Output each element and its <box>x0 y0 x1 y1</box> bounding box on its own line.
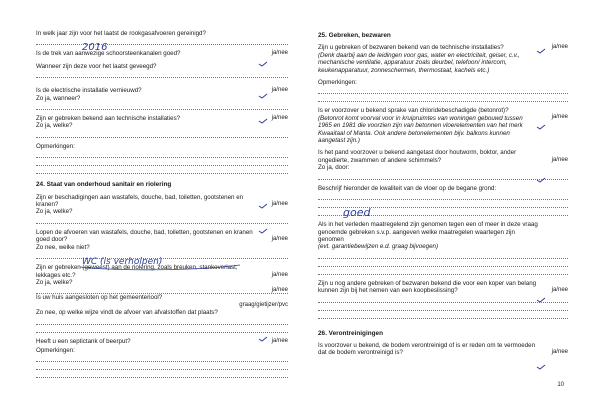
material-option[interactable]: graag/gietijzer/pvc <box>239 301 288 308</box>
answer-line[interactable] <box>36 325 288 333</box>
tick-mark-icon <box>536 177 546 183</box>
question-note: (Denk daarbij aan de leidingen voor gas, water en electriciteit, geiser, c.v., mechanische ventilatie, apparatuur zoals deurbel, telefoon/ intercom, keukenapparatuur, zonneschermen, thermostaat, kachels etc.) <box>318 51 520 74</box>
yes-no-option[interactable]: ja/nee <box>271 236 288 243</box>
yes-no-option[interactable]: ja/nee <box>551 287 568 294</box>
question-measures <box>318 221 568 243</box>
question-sanitary-defects <box>36 194 288 209</box>
answer-line[interactable] <box>36 70 288 78</box>
handwritten-wc-note: WC (is verholpen) <box>82 257 163 267</box>
remarks-label: Opmerkingen: <box>318 79 357 87</box>
question-last-swept <box>36 63 288 70</box>
question-text: Zo nee, op welke wijze vindt de afvoer van afvalstoffen dat plaats? <box>36 309 218 317</box>
handwritten-underline-loop-icon <box>76 255 244 271</box>
question-text: Wanneer zijn deze voor het laatst geveegd? <box>36 62 157 70</box>
question-text: Zo ja, door: <box>318 164 350 172</box>
tick-mark-icon <box>536 48 546 54</box>
question-text: Zijn u nog andere gebreken of bezwaren bekend die voor een koper van belang kunnen zijn bij het nemen van een koopbeslissing? <box>318 279 537 295</box>
section-26-title: 26. Verontreinigingen <box>318 329 383 337</box>
answer-line[interactable] <box>36 286 288 294</box>
question-text: Lopen de afvoeren van wastafels, douche, bad, toiletten, gootstenen en kranen goed door? <box>36 228 253 244</box>
question-note: (evt. garantiebewijzen e.d. graag bijvoegen) <box>318 243 439 251</box>
right-column <box>318 30 568 357</box>
remarks-line[interactable] <box>36 158 288 166</box>
remarks-label: Opmerkingen: <box>36 346 75 354</box>
yes-no-option[interactable]: ja/nee <box>551 156 568 163</box>
question-drains-good <box>36 229 288 244</box>
answer-line[interactable] <box>36 317 288 325</box>
page-number: 10 <box>557 382 564 388</box>
answer-line[interactable] <box>318 303 568 311</box>
question-wood-pests-which <box>318 164 568 171</box>
tick-mark-icon <box>258 118 268 124</box>
question-electric-renewed <box>36 87 288 94</box>
question-flue-draft <box>36 50 288 57</box>
yes-no-option[interactable]: ja/nee <box>271 50 288 57</box>
remarks-line[interactable] <box>36 150 288 158</box>
yes-no-option[interactable]: ja/nee <box>551 349 568 356</box>
answer-line[interactable] <box>318 267 568 275</box>
question-text: Is het pand voorzover u bekend aangetast door houtworm, boktor, ander ongedierte, zwammen of andere schimmels? <box>318 149 517 164</box>
yes-no-option[interactable]: ja/nee <box>271 337 288 344</box>
question-text: Zijn er gebreken bekend aan technische installaties? <box>36 115 181 123</box>
handwritten-floor-quality: goed <box>343 206 371 219</box>
left-column <box>36 30 288 378</box>
tick-mark-icon <box>536 124 546 130</box>
remarks-line[interactable] <box>36 354 288 362</box>
tick-mark-icon <box>258 228 268 234</box>
answer-line[interactable] <box>318 295 568 303</box>
handwritten-year: 2016 <box>82 42 108 53</box>
yes-no-option[interactable]: ja/nee <box>271 87 288 94</box>
remarks-line[interactable] <box>36 362 288 370</box>
question-chloride <box>318 107 568 121</box>
question-sewer-which <box>36 279 288 286</box>
remarks-line[interactable] <box>36 166 288 174</box>
question-text: Zijn er gebreken (geweest) aan de riolering, zoals breuken, stankoverlast, lekkages etc.? <box>36 264 238 279</box>
answer-line[interactable] <box>318 251 568 259</box>
remarks-label: Opmerkingen: <box>36 142 75 150</box>
question-installations-defects <box>318 44 568 51</box>
yes-no-option[interactable]: ja/nee <box>271 115 288 122</box>
tick-mark-icon <box>258 61 268 67</box>
question-text: Is er voorzover u bekend sprake van chloridebeschadigde (betonrot)? <box>318 107 509 115</box>
question-wood-pests <box>318 149 568 164</box>
question-text: Beschrijf hieronder de kwaliteit van de vloer op de begane grond: <box>318 184 497 192</box>
question-text: Zo ja, wanneer? <box>36 94 81 102</box>
yes-no-option[interactable]: ja/nee <box>271 287 288 294</box>
question-technical-defects <box>36 115 288 122</box>
question-text: Zo ja, welke? <box>36 122 73 130</box>
question-septic-tank <box>36 338 288 345</box>
question-floor-quality <box>318 185 568 192</box>
tick-mark-icon <box>258 336 268 342</box>
question-text: Is voorzover u bekend, de bodem verontreinigd of is er reden om te vermoeden dat de bodem verontreinigd is? <box>318 341 536 357</box>
tick-mark-icon <box>536 364 546 370</box>
remarks-line[interactable] <box>36 370 288 378</box>
question-note: (Betonrot komt voorval voor in kruipruimtes van woningen gebouwd tussen 1965 en 1981 die voorzien zijn van betonnen vloerelementen van het merk Kwaaitaal of Manta. Ook andere betonelementen bijv. balkons kunnen aangetast zijn.) <box>318 114 523 145</box>
answer-line[interactable] <box>36 216 288 224</box>
question-sewer-other <box>36 309 288 316</box>
question-municipal-material <box>36 302 288 309</box>
question-sanitary-which <box>36 208 288 215</box>
question-text: Als in het verleden maatregelend zijn genomen tegen een of meer in deze vraag genoemde gebreken s.v.p. aangeven welke maatregelen waartegen zijn genomen <box>318 221 538 243</box>
question-technical-which <box>36 122 288 129</box>
answer-line[interactable] <box>318 192 568 200</box>
answer-line[interactable] <box>36 102 288 110</box>
yes-no-option[interactable]: ja/nee <box>551 44 568 51</box>
question-drains-which <box>36 244 288 251</box>
question-text: Is uw huis aangesloten op het gemeenteriool? <box>36 294 163 302</box>
question-text: Zo ja, welke? <box>36 208 73 216</box>
question-soil-pollution <box>318 342 568 357</box>
answer-line[interactable] <box>36 130 288 138</box>
question-flue-cleaned <box>36 30 288 37</box>
answer-line[interactable] <box>318 172 568 180</box>
question-text: Zo ja, welke? <box>36 278 73 286</box>
question-text: Heeft u een septictank of beerput? <box>36 337 131 345</box>
section-24-title: 24. Staat van onderhoud sanitair en riolering <box>36 181 172 189</box>
tick-mark-icon <box>258 93 268 99</box>
yes-no-option[interactable]: ja/nee <box>271 271 288 278</box>
question-text: Zo nee, welke niet? <box>36 243 90 251</box>
answer-line[interactable] <box>318 259 568 267</box>
yes-no-option[interactable]: ja/nee <box>551 114 568 121</box>
question-text: Zijn u gebreken of bezwaren bekend van de technische installaties? <box>318 44 504 52</box>
remarks-line[interactable] <box>318 86 568 94</box>
tick-mark-icon <box>258 203 268 209</box>
answer-line[interactable] <box>36 37 288 45</box>
question-text: Zijn er beschadigingen aan wastafels, douche, bad, toiletten, gootstenen en kranen? <box>36 193 244 209</box>
tick-mark-icon <box>536 297 546 303</box>
section-25-title: 25. Gebreken, bezwaren <box>318 32 391 39</box>
question-municipal-sewer <box>36 287 288 302</box>
remarks-line[interactable] <box>318 94 568 102</box>
question-text: In welk jaar zijn voor het laatst de rookgasafvoeren gereinigd? <box>36 30 206 37</box>
answer-line[interactable] <box>318 311 568 319</box>
question-text: Is de electrische installatie vernieuwd? <box>36 87 142 95</box>
question-electric-when <box>36 95 288 102</box>
question-text: Is de trek van aanwezige schoorsteenkanalen goed? <box>36 50 181 58</box>
yes-no-option[interactable]: ja/nee <box>271 201 288 208</box>
question-other-defects <box>318 280 568 295</box>
